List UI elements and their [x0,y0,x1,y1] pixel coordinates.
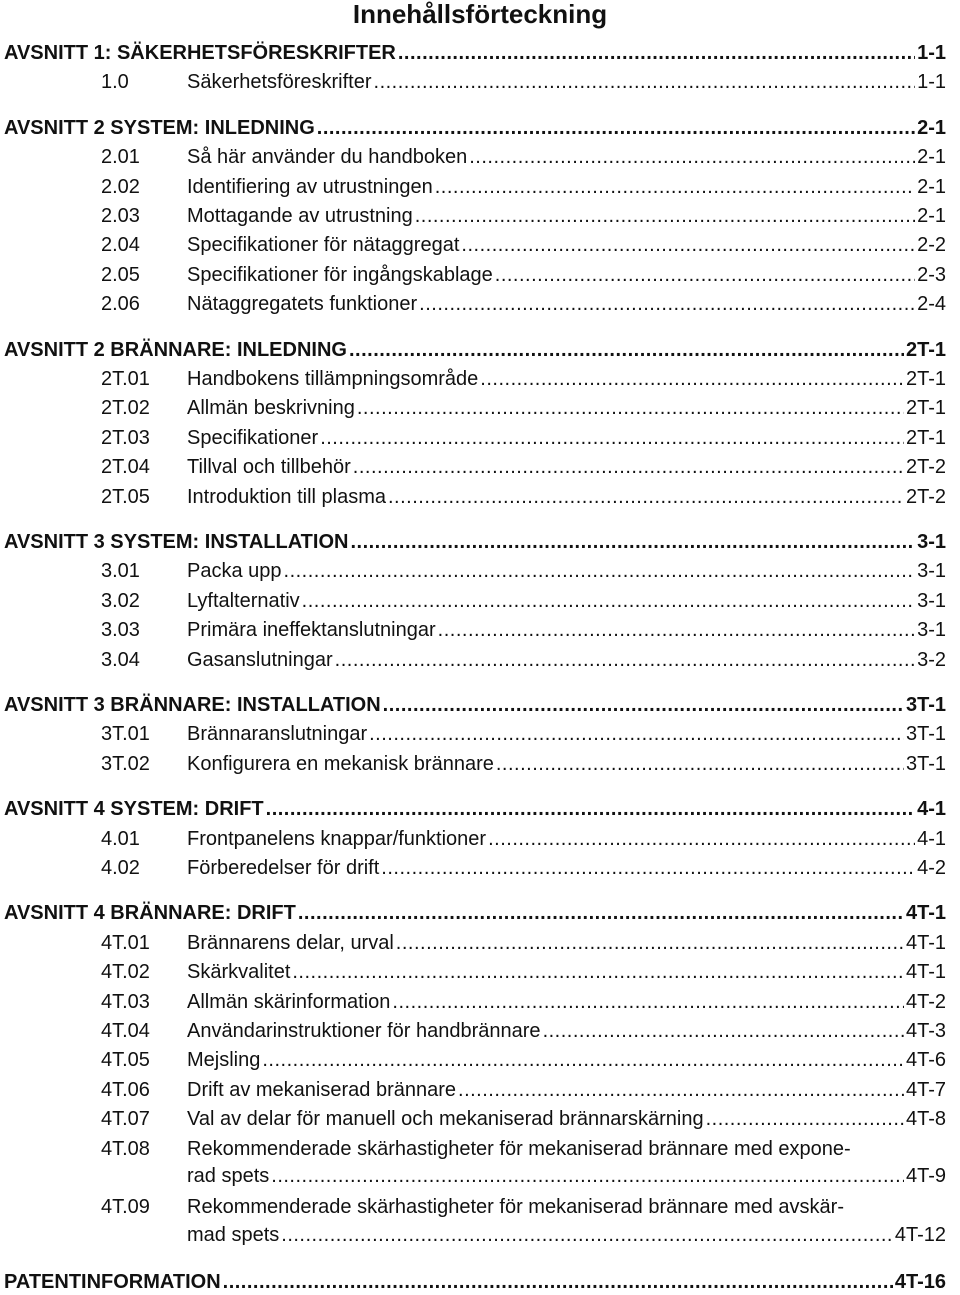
toc-page-number: 4T-1 [905,961,946,984]
toc-entry-number: 2T.02 [101,397,150,420]
toc-entry-title: Skärkvalitet [187,961,291,984]
toc-section-title: AVSNITT 1: SÄKERHETSFÖRESKRIFTER [4,42,396,64]
dot-leader [262,1047,904,1073]
toc-page-number: 2T-1 [905,397,946,420]
toc-entry-number: 4T.08 [101,1137,150,1160]
toc-entry[interactable] [101,647,946,673]
toc-page-number: 3-1 [917,619,946,642]
toc-section-title: AVSNITT 4 BRÄNNARE: DRIFT [4,902,296,925]
toc-page-number: 2-1 [917,175,946,198]
toc-entry-number: 2.02 [101,175,140,198]
dot-leader [419,291,915,317]
toc-entry-title: Val av delar för manuell och mekaniserad brännarskärning [187,1108,704,1131]
toc-entry-title: Lyftalternativ [187,589,300,612]
toc-entry-title: Introduktion till plasma [187,485,386,508]
toc-section-title: AVSNITT 2 SYSTEM: INLEDNING [4,116,315,139]
toc-page-number: 3-2 [917,648,946,671]
toc-entry-number: 2.01 [101,146,140,169]
toc-entry-title: Tillval och tillbehör [187,456,351,479]
toc-entry[interactable] [101,930,946,956]
toc-entry-title: Så här använder du handboken [187,146,468,169]
dot-leader [396,930,904,956]
dot-leader [383,692,904,718]
toc-page-number: 2-1 [917,205,946,227]
toc-entry-continuation[interactable] [187,1222,946,1248]
dot-leader [543,1018,904,1044]
toc-entry[interactable] [101,1194,946,1220]
toc-page-number: 3-1 [917,531,946,553]
dot-leader [369,721,904,747]
dot-leader [435,174,915,200]
toc-entry[interactable] [101,395,946,421]
toc-entry[interactable] [101,588,946,614]
toc-page-number: 2T-1 [905,338,946,361]
toc-entry-number: 4T.01 [101,931,150,954]
dot-leader [317,115,915,141]
toc-entry[interactable] [101,203,946,229]
toc-page-number: 4T-2 [905,990,946,1013]
toc-entry-number: 3.02 [101,589,140,612]
toc-section-title: PATENTINFORMATION [4,1271,221,1294]
dot-leader [398,40,915,66]
dot-leader [415,203,915,229]
dot-leader [353,454,904,480]
toc-entry-number: 3T.01 [101,723,150,746]
toc-entry[interactable] [101,69,946,95]
toc-entry[interactable] [101,558,946,584]
toc-page-number: 4T-1 [905,902,946,925]
toc-entry-number: 2.04 [101,234,140,257]
toc-entry-title: Drift av mekaniserad brännare [187,1078,457,1101]
toc-section-entry[interactable] [4,796,946,822]
toc-entry-number: 3.03 [101,619,140,642]
dot-leader [335,647,915,673]
toc-entry-number: 2.05 [101,263,140,286]
toc-page-number: 3T-1 [905,694,946,716]
dot-leader [271,1163,904,1189]
toc-entry-title: Specifikationer [187,426,319,449]
toc-entry-number: 4.01 [101,827,140,850]
dot-leader [706,1106,904,1132]
toc-page-number: 4T-8 [905,1108,946,1131]
toc-entry-number: 1.0 [101,71,129,94]
toc-entry-number: 4T.02 [101,961,150,984]
toc-entry-title: Mejsling [187,1049,261,1072]
toc-page-number: 4T-1 [905,931,946,954]
toc-page-number: 2T-2 [905,485,946,508]
toc-section-entry[interactable] [4,900,946,926]
toc-entry-title: Förberedelser för drift [187,857,380,879]
toc-page-number: 4-1 [917,827,946,850]
toc-entry[interactable] [101,232,946,258]
dot-leader [298,900,904,926]
toc-entry-title: Nätaggregatets funktioner [187,293,418,316]
dot-leader [320,425,904,451]
toc-section-entry[interactable] [4,115,946,141]
toc-page-number: 4-2 [917,857,946,879]
toc-entry[interactable] [101,826,946,852]
toc-entry-title: Packa upp [187,560,282,583]
toc-page-number: 2-1 [917,116,946,139]
dot-leader [281,1222,893,1248]
toc-entry-title: Säkerhetsföreskrifter [187,71,372,94]
toc-entry-title: Gasanslutningar [187,648,333,671]
dot-leader [349,337,904,363]
toc-entry[interactable] [101,291,946,317]
toc-entry[interactable] [101,425,946,451]
dot-leader [496,751,904,777]
toc-entry-number: 2T.01 [101,368,150,390]
toc-page-number: 1-1 [917,42,946,64]
toc-section-entry[interactable] [4,337,946,363]
toc-entry-number: 4T.05 [101,1049,150,1072]
toc-page-number: 4T-12 [894,1224,946,1247]
toc-page-number: 3T-1 [905,752,946,775]
toc-section-title: AVSNITT 3 SYSTEM: INSTALLATION [4,531,349,553]
dot-leader [438,617,915,643]
toc-entry-number: 3.01 [101,560,140,583]
dot-leader [266,796,915,822]
toc-page-number: 2-1 [917,146,946,169]
toc-entry[interactable] [101,1018,946,1044]
toc-entry-title: Rekommenderade skärhastigheter för mekaniserad brännare med expone- [187,1137,851,1160]
toc-page-number: 2T-2 [905,456,946,479]
toc-page-number: 4T-16 [894,1271,946,1294]
toc-page-number: 2-3 [917,263,946,286]
toc-entry[interactable] [101,144,946,170]
dot-leader [458,1077,904,1103]
toc-entry-number: 4T.03 [101,990,150,1013]
dot-leader [392,989,904,1015]
toc-entry-title: Rekommenderade skärhastigheter för mekaniserad brännare med avskär- [187,1196,844,1219]
toc-entry-title: Primära ineffektanslutningar [187,619,436,642]
toc-entry-title: Allmän skärinformation [187,990,391,1013]
toc-entry-number: 4.02 [101,857,140,879]
dot-leader [495,262,915,288]
dot-leader [292,959,904,985]
toc-page-number: 2-2 [917,234,946,257]
toc-page-number: 4-1 [917,798,946,821]
toc-entry-title-cont: rad spets [187,1165,270,1188]
toc-entry-title: Konfigurera en mekanisk brännare [187,752,494,775]
toc-entry[interactable] [101,721,946,747]
toc-entry[interactable] [101,855,946,881]
dot-leader [350,529,915,555]
toc-entry-number: 4T.07 [101,1108,150,1131]
toc-entry-number: 3T.02 [101,752,150,775]
toc-section-title: AVSNITT 4 SYSTEM: DRIFT [4,798,264,821]
dot-leader [388,484,904,510]
toc-entry-title: Specifikationer för nätaggregat [187,234,460,257]
toc-entry[interactable] [101,366,946,392]
toc-entry-title: Identifiering av utrustningen [187,175,433,198]
toc-section-entry[interactable] [4,529,946,555]
toc-entry[interactable] [101,751,946,777]
toc-entry[interactable] [101,262,946,288]
toc-page-number: 3-1 [917,560,946,583]
toc-section-entry[interactable] [4,1269,946,1295]
toc-entry-continuation[interactable] [187,1163,946,1189]
toc-entry[interactable] [101,1106,946,1132]
toc-entry-number: 2.06 [101,293,140,316]
dot-leader [223,1269,893,1295]
dot-leader [374,69,916,95]
dot-leader [469,144,915,170]
toc-entry-number: 2T.05 [101,485,150,508]
toc-page-number: 2-4 [917,293,946,316]
toc-entry-title: Mottagande av utrustning [187,205,413,227]
toc-section-entry[interactable] [4,40,946,66]
toc-entry-number: 2.03 [101,205,140,227]
toc-entry[interactable] [101,484,946,510]
dot-leader [480,366,904,392]
toc-entry-number: 4T.09 [101,1196,150,1219]
toc-page-number: 4T-7 [905,1078,946,1101]
toc-page-number: 4T-6 [905,1049,946,1072]
toc-entry[interactable] [101,454,946,480]
toc-entry[interactable] [101,1136,946,1162]
toc-entry-number: 2T.04 [101,456,150,479]
toc-entry-number: 4T.06 [101,1078,150,1101]
toc-page-number: 4T-3 [905,1020,946,1042]
toc-page-number: 4T-9 [905,1165,946,1188]
dot-leader [381,855,915,881]
toc-entry-title: Brännarens delar, urval [187,931,394,954]
dot-leader [461,232,915,258]
toc-section-entry[interactable] [4,692,946,718]
toc-entry-title: Specifikationer för ingångskablage [187,263,493,286]
toc-entry-title: Brännaranslutningar [187,723,368,746]
toc-section-title: AVSNITT 2 BRÄNNARE: INLEDNING [4,338,347,361]
toc-entry-title: Frontpanelens knappar/funktioner [187,827,487,850]
toc-entry[interactable] [101,959,946,985]
dot-leader [357,395,904,421]
toc-entry[interactable] [101,1077,946,1103]
toc-entry-number: 2T.03 [101,426,150,449]
toc-entry-title-cont: mad spets [187,1224,280,1247]
toc-entry[interactable] [101,617,946,643]
toc-entry-number: 3.04 [101,648,140,671]
dot-leader [302,588,915,614]
toc-page-number: 1-1 [917,71,946,94]
toc-page-number: 3T-1 [905,723,946,746]
toc-entry-title: Handbokens tillämpningsområde [187,368,479,390]
toc-entry[interactable] [101,989,946,1015]
toc-page-number: 2T-1 [905,426,946,449]
toc-entry-number: 4T.04 [101,1020,150,1042]
toc-page-number: 3-1 [917,589,946,612]
toc-entry[interactable] [101,174,946,200]
toc-entry-title: Allmän beskrivning [187,397,355,420]
toc-entry[interactable] [101,1047,946,1073]
toc-section-title: AVSNITT 3 BRÄNNARE: INSTALLATION [4,694,381,716]
dot-leader [284,558,916,584]
page-title: Innehållsförteckning [352,0,608,29]
toc-entry-title: Användarinstruktioner för handbrännare [187,1020,541,1042]
dot-leader [488,826,915,852]
toc-page-number: 2T-1 [905,368,946,390]
